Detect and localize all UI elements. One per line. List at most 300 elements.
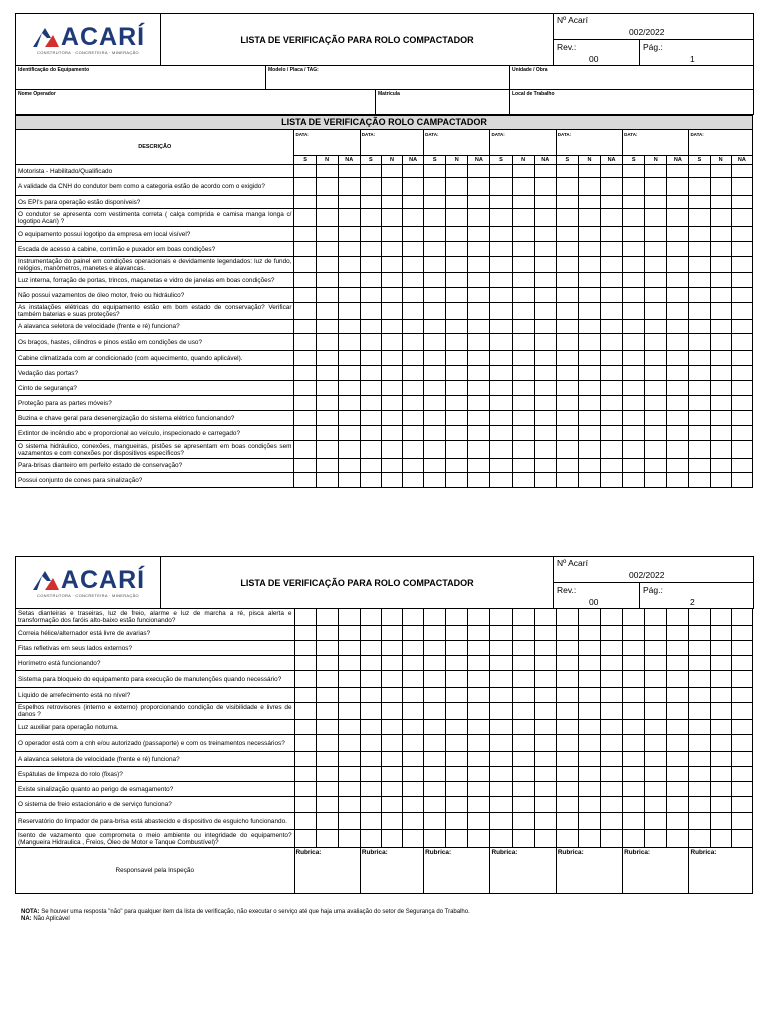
answer-cell[interactable] [623,813,645,830]
answer-cell[interactable] [424,209,446,227]
answer-cell[interactable] [645,782,667,797]
answer-cell[interactable] [645,196,667,209]
answer-cell[interactable] [468,165,490,178]
answer-cell[interactable] [338,609,360,626]
answer-cell[interactable] [294,609,316,626]
answer-cell[interactable] [667,656,689,671]
answer-cell[interactable] [316,767,338,782]
answer-cell[interactable] [689,334,710,351]
answer-cell[interactable] [446,366,468,381]
answer-cell[interactable] [601,671,623,688]
answer-cell[interactable] [316,366,338,381]
answer-cell[interactable] [667,641,689,656]
answer-cell[interactable] [689,178,710,196]
answer-cell[interactable] [710,209,731,227]
answer-cell[interactable] [446,459,468,473]
answer-cell[interactable] [490,626,512,641]
answer-cell[interactable] [403,609,424,626]
answer-cell[interactable] [689,782,710,797]
answer-cell[interactable] [512,273,534,288]
answer-cell[interactable] [446,288,468,303]
answer-cell[interactable] [578,178,600,196]
answer-cell[interactable] [645,366,667,381]
date-field-1[interactable]: DATA: [294,130,360,156]
answer-cell[interactable] [360,196,381,209]
answer-cell[interactable] [360,830,381,848]
answer-cell[interactable] [731,320,752,334]
answer-cell[interactable] [601,303,623,320]
answer-cell[interactable] [403,767,424,782]
answer-cell[interactable] [623,288,645,303]
answer-cell[interactable] [710,257,731,273]
answer-cell[interactable] [294,411,316,426]
answer-cell[interactable] [710,752,731,767]
answer-cell[interactable] [534,752,556,767]
answer-cell[interactable] [381,441,402,459]
answer-cell[interactable] [316,257,338,273]
answer-cell[interactable] [512,209,534,227]
answer-cell[interactable] [403,473,424,488]
answer-cell[interactable] [294,671,316,688]
answer-cell[interactable] [534,656,556,671]
answer-cell[interactable] [316,656,338,671]
answer-cell[interactable] [490,396,512,411]
answer-cell[interactable] [294,641,316,656]
answer-cell[interactable] [578,209,600,227]
answer-cell[interactable] [468,703,490,720]
answer-cell[interactable] [446,830,468,848]
answer-cell[interactable] [667,411,689,426]
answer-cell[interactable] [645,381,667,396]
answer-cell[interactable] [360,767,381,782]
answer-cell[interactable] [490,288,512,303]
answer-cell[interactable] [360,227,381,242]
answer-cell[interactable] [645,656,667,671]
answer-cell[interactable] [360,288,381,303]
answer-cell[interactable] [338,441,360,459]
answer-cell[interactable] [601,752,623,767]
answer-cell[interactable] [294,688,316,703]
answer-cell[interactable] [338,830,360,848]
answer-cell[interactable] [360,351,381,366]
answer-cell[interactable] [578,273,600,288]
answer-cell[interactable] [623,178,645,196]
answer-cell[interactable] [294,366,316,381]
answer-cell[interactable] [424,813,446,830]
answer-cell[interactable] [731,609,752,626]
answer-cell[interactable] [645,752,667,767]
answer-cell[interactable] [424,703,446,720]
answer-cell[interactable] [645,165,667,178]
answer-cell[interactable] [316,459,338,473]
answer-cell[interactable] [534,641,556,656]
answer-cell[interactable] [578,288,600,303]
answer-cell[interactable] [424,366,446,381]
answer-cell[interactable] [601,351,623,366]
answer-cell[interactable] [360,381,381,396]
answer-cell[interactable] [424,459,446,473]
answer-cell[interactable] [731,165,752,178]
answer-cell[interactable] [424,626,446,641]
answer-cell[interactable] [667,813,689,830]
answer-cell[interactable] [710,473,731,488]
answer-cell[interactable] [338,813,360,830]
answer-cell[interactable] [490,767,512,782]
answer-cell[interactable] [623,381,645,396]
answer-cell[interactable] [534,426,556,441]
date-field-4[interactable]: DATA: [490,130,556,156]
answer-cell[interactable] [446,609,468,626]
answer-cell[interactable] [623,459,645,473]
answer-cell[interactable] [446,351,468,366]
answer-cell[interactable] [468,830,490,848]
answer-cell[interactable] [731,735,752,752]
answer-cell[interactable] [512,165,534,178]
answer-cell[interactable] [689,626,710,641]
answer-cell[interactable] [512,441,534,459]
answer-cell[interactable] [468,459,490,473]
answer-cell[interactable] [534,720,556,735]
answer-cell[interactable] [645,242,667,257]
answer-cell[interactable] [316,227,338,242]
answer-cell[interactable] [424,609,446,626]
answer-cell[interactable] [338,752,360,767]
answer-cell[interactable] [316,626,338,641]
answer-cell[interactable] [578,797,600,813]
answer-cell[interactable] [381,209,402,227]
answer-cell[interactable] [601,688,623,703]
answer-cell[interactable] [601,720,623,735]
answer-cell[interactable] [710,688,731,703]
answer-cell[interactable] [512,426,534,441]
answer-cell[interactable] [710,459,731,473]
answer-cell[interactable] [534,381,556,396]
answer-cell[interactable] [710,381,731,396]
answer-cell[interactable] [490,735,512,752]
answer-cell[interactable] [601,797,623,813]
answer-cell[interactable] [360,303,381,320]
answer-cell[interactable] [381,366,402,381]
answer-cell[interactable] [534,688,556,703]
answer-cell[interactable] [316,178,338,196]
answer-cell[interactable] [645,396,667,411]
answer-cell[interactable] [512,334,534,351]
answer-cell[interactable] [360,735,381,752]
answer-cell[interactable] [512,381,534,396]
answer-cell[interactable] [689,227,710,242]
answer-cell[interactable] [623,688,645,703]
answer-cell[interactable] [534,396,556,411]
answer-cell[interactable] [512,735,534,752]
answer-cell[interactable] [556,334,578,351]
answer-cell[interactable] [710,242,731,257]
answer-cell[interactable] [667,688,689,703]
rubrica-field-2[interactable]: Rubrica: [360,848,423,894]
answer-cell[interactable] [710,656,731,671]
answer-cell[interactable] [731,366,752,381]
answer-cell[interactable] [360,813,381,830]
answer-cell[interactable] [667,273,689,288]
answer-cell[interactable] [645,473,667,488]
answer-cell[interactable] [446,703,468,720]
answer-cell[interactable] [446,227,468,242]
answer-cell[interactable] [731,273,752,288]
answer-cell[interactable] [710,351,731,366]
answer-cell[interactable] [468,242,490,257]
answer-cell[interactable] [468,178,490,196]
answer-cell[interactable] [689,351,710,366]
answer-cell[interactable] [710,288,731,303]
answer-cell[interactable] [490,227,512,242]
answer-cell[interactable] [731,797,752,813]
answer-cell[interactable] [710,165,731,178]
answer-cell[interactable] [403,441,424,459]
answer-cell[interactable] [689,656,710,671]
answer-cell[interactable] [294,767,316,782]
answer-cell[interactable] [403,671,424,688]
answer-cell[interactable] [645,767,667,782]
answer-cell[interactable] [534,735,556,752]
answer-cell[interactable] [468,782,490,797]
answer-cell[interactable] [490,813,512,830]
answer-cell[interactable] [601,209,623,227]
answer-cell[interactable] [446,767,468,782]
answer-cell[interactable] [578,641,600,656]
answer-cell[interactable] [645,320,667,334]
answer-cell[interactable] [512,473,534,488]
answer-cell[interactable] [446,196,468,209]
answer-cell[interactable] [556,411,578,426]
answer-cell[interactable] [338,242,360,257]
answer-cell[interactable] [468,366,490,381]
answer-cell[interactable] [381,459,402,473]
answer-cell[interactable] [578,165,600,178]
answer-cell[interactable] [446,303,468,320]
answer-cell[interactable] [731,626,752,641]
answer-cell[interactable] [667,196,689,209]
answer-cell[interactable] [601,411,623,426]
answer-cell[interactable] [645,671,667,688]
answer-cell[interactable] [601,813,623,830]
answer-cell[interactable] [623,830,645,848]
answer-cell[interactable] [689,209,710,227]
answer-cell[interactable] [294,735,316,752]
answer-cell[interactable] [294,178,316,196]
answer-cell[interactable] [490,273,512,288]
answer-cell[interactable] [710,609,731,626]
answer-cell[interactable] [316,720,338,735]
answer-cell[interactable] [710,178,731,196]
answer-cell[interactable] [381,735,402,752]
answer-cell[interactable] [578,720,600,735]
answer-cell[interactable] [601,609,623,626]
answer-cell[interactable] [667,626,689,641]
answer-cell[interactable] [468,320,490,334]
answer-cell[interactable] [446,641,468,656]
answer-cell[interactable] [689,720,710,735]
answer-cell[interactable] [601,782,623,797]
answer-cell[interactable] [667,334,689,351]
answer-cell[interactable] [316,830,338,848]
answer-cell[interactable] [556,752,578,767]
answer-cell[interactable] [645,351,667,366]
answer-cell[interactable] [512,242,534,257]
answer-cell[interactable] [534,334,556,351]
answer-cell[interactable] [446,782,468,797]
answer-cell[interactable] [338,196,360,209]
answer-cell[interactable] [710,320,731,334]
answer-cell[interactable] [645,626,667,641]
answer-cell[interactable] [689,320,710,334]
answer-cell[interactable] [601,767,623,782]
answer-cell[interactable] [381,196,402,209]
answer-cell[interactable] [689,752,710,767]
answer-cell[interactable] [490,688,512,703]
answer-cell[interactable] [667,797,689,813]
answer-cell[interactable] [731,426,752,441]
answer-cell[interactable] [316,411,338,426]
answer-cell[interactable] [490,641,512,656]
answer-cell[interactable] [512,178,534,196]
answer-cell[interactable] [645,441,667,459]
answer-cell[interactable] [710,227,731,242]
answer-cell[interactable] [623,609,645,626]
answer-cell[interactable] [490,381,512,396]
answer-cell[interactable] [446,396,468,411]
answer-cell[interactable] [381,767,402,782]
answer-cell[interactable] [623,782,645,797]
answer-cell[interactable] [556,366,578,381]
answer-cell[interactable] [512,303,534,320]
answer-cell[interactable] [578,671,600,688]
answer-cell[interactable] [403,396,424,411]
answer-cell[interactable] [424,381,446,396]
answer-cell[interactable] [512,459,534,473]
answer-cell[interactable] [424,752,446,767]
answer-cell[interactable] [578,396,600,411]
answer-cell[interactable] [601,459,623,473]
answer-cell[interactable] [667,767,689,782]
answer-cell[interactable] [731,473,752,488]
answer-cell[interactable] [490,209,512,227]
answer-cell[interactable] [710,671,731,688]
answer-cell[interactable] [623,767,645,782]
answer-cell[interactable] [294,257,316,273]
answer-cell[interactable] [534,351,556,366]
answer-cell[interactable] [294,752,316,767]
answer-cell[interactable] [446,165,468,178]
answer-cell[interactable] [731,381,752,396]
answer-cell[interactable] [556,351,578,366]
answer-cell[interactable] [468,641,490,656]
answer-cell[interactable] [645,830,667,848]
answer-cell[interactable] [512,196,534,209]
answer-cell[interactable] [667,782,689,797]
answer-cell[interactable] [446,626,468,641]
answer-cell[interactable] [645,735,667,752]
equipment-id-field[interactable]: Identificação do Equipamento [16,66,266,90]
answer-cell[interactable] [316,426,338,441]
answer-cell[interactable] [667,209,689,227]
workplace-field[interactable]: Local de Trabalho [510,90,754,115]
answer-cell[interactable] [316,165,338,178]
answer-cell[interactable] [338,396,360,411]
answer-cell[interactable] [490,320,512,334]
answer-cell[interactable] [645,303,667,320]
answer-cell[interactable] [403,196,424,209]
answer-cell[interactable] [490,752,512,767]
answer-cell[interactable] [338,641,360,656]
answer-cell[interactable] [578,334,600,351]
answer-cell[interactable] [645,257,667,273]
answer-cell[interactable] [424,473,446,488]
answer-cell[interactable] [403,735,424,752]
answer-cell[interactable] [294,720,316,735]
answer-cell[interactable] [512,703,534,720]
answer-cell[interactable] [689,767,710,782]
answer-cell[interactable] [490,830,512,848]
answer-cell[interactable] [667,242,689,257]
answer-cell[interactable] [578,351,600,366]
answer-cell[interactable] [338,303,360,320]
answer-cell[interactable] [667,320,689,334]
registration-field[interactable]: Matrícula [376,90,510,115]
answer-cell[interactable] [731,227,752,242]
answer-cell[interactable] [689,165,710,178]
answer-cell[interactable] [512,767,534,782]
answer-cell[interactable] [381,178,402,196]
answer-cell[interactable] [623,720,645,735]
answer-cell[interactable] [601,626,623,641]
answer-cell[interactable] [512,671,534,688]
answer-cell[interactable] [710,641,731,656]
answer-cell[interactable] [316,671,338,688]
answer-cell[interactable] [512,351,534,366]
answer-cell[interactable] [512,227,534,242]
answer-cell[interactable] [446,320,468,334]
answer-cell[interactable] [403,334,424,351]
answer-cell[interactable] [424,288,446,303]
answer-cell[interactable] [424,411,446,426]
answer-cell[interactable] [512,830,534,848]
answer-cell[interactable] [490,351,512,366]
answer-cell[interactable] [534,797,556,813]
answer-cell[interactable] [534,473,556,488]
answer-cell[interactable] [468,752,490,767]
answer-cell[interactable] [578,366,600,381]
answer-cell[interactable] [403,830,424,848]
answer-cell[interactable] [534,178,556,196]
answer-cell[interactable] [578,767,600,782]
answer-cell[interactable] [601,396,623,411]
answer-cell[interactable] [512,288,534,303]
answer-cell[interactable] [667,671,689,688]
answer-cell[interactable] [578,656,600,671]
answer-cell[interactable] [424,257,446,273]
answer-cell[interactable] [534,671,556,688]
answer-cell[interactable] [424,196,446,209]
answer-cell[interactable] [381,830,402,848]
answer-cell[interactable] [381,656,402,671]
answer-cell[interactable] [294,351,316,366]
answer-cell[interactable] [381,320,402,334]
answer-cell[interactable] [490,303,512,320]
answer-cell[interactable] [710,813,731,830]
answer-cell[interactable] [294,830,316,848]
answer-cell[interactable] [623,165,645,178]
answer-cell[interactable] [710,703,731,720]
answer-cell[interactable] [490,178,512,196]
